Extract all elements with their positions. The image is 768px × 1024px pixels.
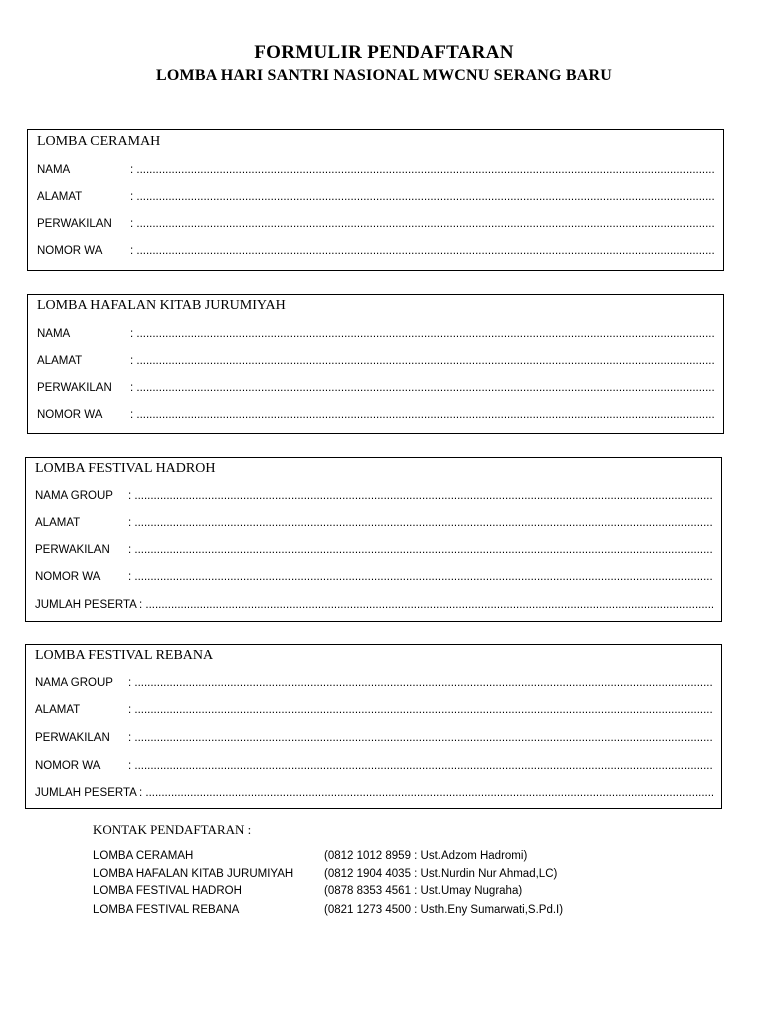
contact-name: LOMBA CERAMAH — [93, 850, 194, 862]
field-label: NAMA — [37, 164, 71, 176]
field-label: NOMOR WA — [37, 245, 103, 257]
field-label: ALAMAT — [37, 191, 83, 203]
section-hadroh — [25, 457, 722, 622]
form-subtitle: LOMBA HARI SANTRI NASIONAL MWCNU SERANG BARU — [156, 67, 612, 84]
contact-row — [93, 848, 693, 864]
field-row[interactable] — [35, 758, 713, 774]
field-label: PERWAKILAN — [35, 544, 110, 556]
contact-info: (0812 1012 8959 : Ust.Adzom Hadromi) — [324, 850, 528, 862]
field-row[interactable] — [37, 380, 715, 396]
field-label: NOMOR WA — [35, 571, 101, 583]
field-row[interactable] — [37, 189, 715, 205]
field-label: PERWAKILAN — [35, 732, 110, 744]
field-row[interactable] — [37, 243, 715, 259]
field-row[interactable] — [35, 515, 713, 531]
field-label: JUMLAH PESERTA — [35, 787, 137, 799]
field-label: ALAMAT — [37, 355, 83, 367]
field-label: NAMA GROUP — [35, 490, 113, 502]
field-label: PERWAKILAN — [37, 218, 112, 230]
field-row[interactable] — [35, 488, 713, 504]
form-title: FORMULIR PENDAFTARAN — [254, 42, 514, 63]
contact-name: LOMBA FESTIVAL HADROH — [93, 885, 242, 897]
field-row[interactable] — [35, 702, 713, 718]
field-row[interactable] — [37, 216, 715, 232]
field-row[interactable] — [35, 675, 713, 691]
contact-heading: KONTAK PENDAFTARAN : — [93, 822, 252, 837]
field-row[interactable] — [37, 326, 715, 342]
field-row[interactable] — [35, 730, 713, 746]
contact-name: LOMBA FESTIVAL REBANA — [93, 904, 240, 916]
field-label: NAMA GROUP — [35, 677, 113, 689]
contact-row — [93, 902, 693, 918]
field-row[interactable] — [35, 785, 713, 801]
field-label: NAMA — [37, 328, 71, 340]
section-jurumiyah — [27, 294, 724, 434]
field-row[interactable] — [35, 542, 713, 558]
field-row[interactable] — [35, 569, 713, 585]
section-heading: LOMBA CERAMAH — [37, 134, 161, 149]
field-label: JUMLAH PESERTA — [35, 599, 137, 611]
field-row[interactable] — [37, 353, 715, 369]
contact-row — [93, 866, 693, 882]
contact-info: (0821 1273 4500 : Usth.Eny Sumarwati,S.Pd.I) — [324, 904, 564, 916]
contact-info: (0812 1904 4035 : Ust.Nurdin Nur Ahmad,LC) — [324, 868, 558, 880]
section-ceramah — [27, 129, 724, 271]
section-heading: LOMBA HAFALAN KITAB JURUMIYAH — [37, 298, 286, 313]
field-label: PERWAKILAN — [37, 382, 112, 394]
field-label: ALAMAT — [35, 517, 81, 529]
field-label: NOMOR WA — [37, 409, 103, 421]
field-label: ALAMAT — [35, 704, 81, 716]
section-heading: LOMBA FESTIVAL HADROH — [35, 461, 216, 476]
field-label: NOMOR WA — [35, 760, 101, 772]
field-row[interactable] — [37, 407, 715, 423]
contact-row — [93, 883, 693, 899]
field-row[interactable] — [35, 597, 713, 613]
field-row[interactable] — [37, 162, 715, 178]
contact-info: (0878 8353 4561 : Ust.Umay Nugraha) — [324, 885, 523, 897]
contact-name: LOMBA HAFALAN KITAB JURUMIYAH — [93, 868, 294, 880]
section-heading: LOMBA FESTIVAL REBANA — [35, 648, 214, 663]
section-rebana — [25, 644, 722, 809]
